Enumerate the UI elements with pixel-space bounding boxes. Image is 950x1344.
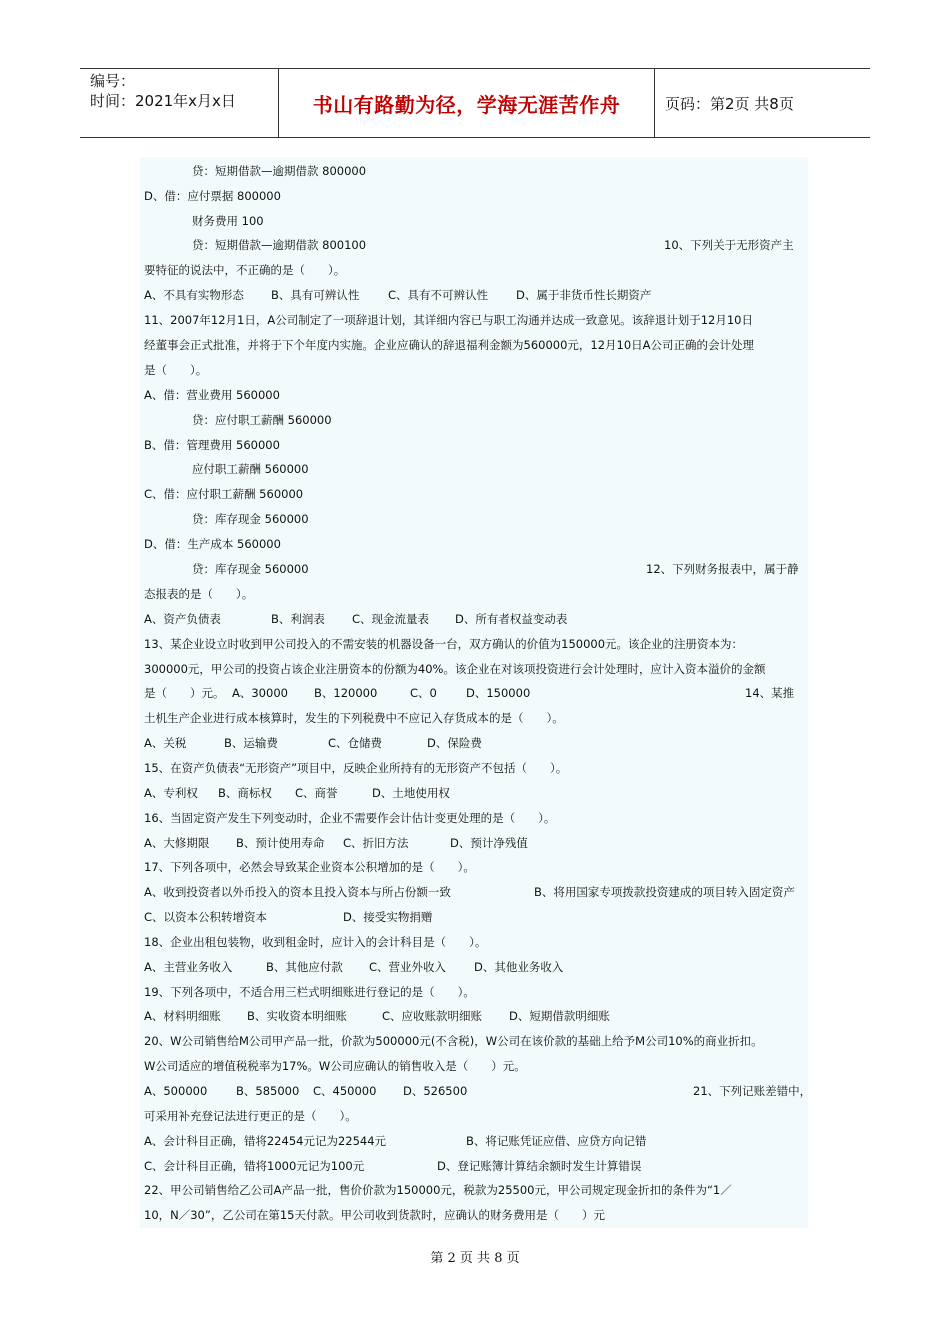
question-text: 300000元，甲公司的投资占该企业注册资本的份额为40%。该企业在对该项投资进行会计处理时，应计入资本溢价的金额 xyxy=(144,662,766,676)
option: D、短期借款明细账 xyxy=(509,1009,610,1023)
option: D、526500 xyxy=(403,1084,468,1098)
document-date: 时间：2021年x月x日 xyxy=(90,92,236,110)
option: B、借：管理费用 560000 xyxy=(144,438,280,452)
motto: 书山有路勤为径，学海无涯苦作舟 xyxy=(312,92,621,117)
option: C、折旧方法 xyxy=(343,836,409,850)
option: C、应收账款明细账 xyxy=(382,1009,483,1023)
option: D、借：生产成本 560000 xyxy=(144,537,281,551)
option: C、450000 xyxy=(313,1084,377,1098)
question-text: 19、下列各项中，不适合用三栏式明细账进行登记的是（ ）。 xyxy=(144,985,475,999)
option: B、利润表 xyxy=(271,612,325,626)
page-code: 页码：第2页 共8页 xyxy=(665,94,794,113)
option: A、主营业务收入 xyxy=(144,960,233,974)
text-line: 应付职工薪酬 560000 xyxy=(192,462,309,476)
option: B、具有可辨认性 xyxy=(271,288,360,302)
option: D、土地使用权 xyxy=(372,786,450,800)
option: C、会计科目正确，错将1000元记为100元 xyxy=(144,1159,365,1173)
option: A、不具有实物形态 xyxy=(144,288,244,302)
question-number: 12、下列财务报表中，属于静 xyxy=(646,562,799,576)
option: D、属于非货币性长期资产 xyxy=(516,288,652,302)
option: D、所有者权益变动表 xyxy=(455,612,568,626)
page-header xyxy=(80,68,870,138)
page-footer: 第 2 页 共 8 页 xyxy=(430,1251,520,1266)
option: D、150000 xyxy=(466,686,531,700)
option: D、其他业务收入 xyxy=(474,960,564,974)
option: B、将记账凭证应借、应贷方向记错 xyxy=(466,1134,647,1148)
option: B、商标权 xyxy=(218,786,272,800)
question-text: 15、在资产负债表“无形资产”项目中，反映企业所持有的无形资产不包括（ ）。 xyxy=(144,761,568,775)
option: A、大修期限 xyxy=(144,836,210,850)
option: B、将用国家专项拨款投资建成的项目转入固定资产 xyxy=(534,885,795,899)
question-number: 10、下列关于无形资产主 xyxy=(664,238,794,252)
option: A、资产负债表 xyxy=(144,612,221,626)
option: A、500000 xyxy=(144,1084,208,1098)
question-text: 13、某企业设立时收到甲公司投入的不需安装的机器设备一台，双方确认的价值为150000元。该企业的注册资本为： xyxy=(144,637,744,651)
option: C、商誉 xyxy=(295,786,338,800)
question-text: 18、企业出租包装物，收到租金时，应计入的会计科目是（ ）。 xyxy=(144,935,487,949)
option: B、其他应付款 xyxy=(266,960,343,974)
header-motto-cell xyxy=(278,69,655,137)
question-text: 可采用补充登记法进行更正的是（ ）。 xyxy=(144,1109,357,1123)
option: C、0 xyxy=(410,686,437,700)
text-line: 贷：应付职工薪酬 560000 xyxy=(192,413,332,427)
text-line: 贷：短期借款—逾期借款 800100 xyxy=(192,238,367,252)
question-text: 经董事会正式批准，并将于下个年度内实施。企业应确认的辞退福利金额为560000元，12月10日A公司正确的会计处理 xyxy=(144,338,755,352)
text-line: 贷：短期借款—逾期借款 800000 xyxy=(192,164,367,178)
option: C、仓储费 xyxy=(328,736,383,750)
option: B、运输费 xyxy=(224,736,278,750)
text-line: D、借：应付票据 800000 xyxy=(144,189,281,203)
option: C、借：应付职工薪酬 560000 xyxy=(144,487,304,501)
question-text: 17、下列各项中，必然会导致某企业资本公积增加的是（ ）。 xyxy=(144,860,475,874)
text-line: 财务费用 100 xyxy=(192,214,264,228)
option: A、收到投资者以外币投入的资本且投入资本与所占份额一致 xyxy=(144,885,451,899)
option: A、会计科目正确，错将22454元记为22544元 xyxy=(144,1134,387,1148)
question-number: 14、某推 xyxy=(745,686,795,700)
option: A、材料明细账 xyxy=(144,1009,221,1023)
question-text: 11、2007年12月1日，A公司制定了一项辞退计划，其详细内容已与职工沟通并达成一致意见。该辞退计划于12月10日 xyxy=(144,313,753,327)
option: B、预计使用寿命 xyxy=(236,836,325,850)
question-number: 21、下列记账差错中， xyxy=(693,1084,812,1098)
question-text: 态报表的是（ ）。 xyxy=(144,587,254,601)
text-line: 要特征的说法中，不正确的是（ ）。 xyxy=(144,263,346,277)
option: C、现金流量表 xyxy=(352,612,430,626)
option: C、以资本公积转增资本 xyxy=(144,910,268,924)
option: D、接受实物捐赠 xyxy=(343,910,433,924)
question-text: 土机生产企业进行成本核算时，发生的下列税费中不应记入存货成本的是（ ）。 xyxy=(144,711,564,725)
question-text: 20、W公司销售给M公司甲产品一批，价款为500000元(不含税)，W公司在该价款的基础上给予M公司10%的商业折扣。 xyxy=(144,1034,763,1048)
text-line: 贷：库存现金 560000 xyxy=(192,512,309,526)
text-line: 贷：库存现金 560000 xyxy=(192,562,309,576)
question-text: W公司适应的增值税税率为17%。W公司应确认的销售收入是（ ）元。 xyxy=(144,1059,526,1073)
option: D、登记账簿计算结余额时发生计算错误 xyxy=(437,1159,642,1173)
option: A、专利权 xyxy=(144,786,198,800)
question-text: 16、当固定资产发生下列变动时，企业不需要作会计估计变更处理的是（ ）。 xyxy=(144,811,556,825)
question-text: 是（ ）元。 xyxy=(144,686,225,700)
question-text: 是（ ）。 xyxy=(144,363,208,377)
header-page-cell xyxy=(665,69,794,137)
exam-content xyxy=(140,157,812,1228)
option: D、预计净残值 xyxy=(450,836,528,850)
document-number: 编号： xyxy=(90,72,136,90)
option: D、保险费 xyxy=(427,736,482,750)
option: C、营业外收入 xyxy=(369,960,447,974)
option: B、实收资本明细账 xyxy=(247,1009,347,1023)
option: A、30000 xyxy=(232,686,288,700)
option: A、关税 xyxy=(144,736,187,750)
question-text: 10，N／30”，乙公司在第15天付款。甲公司收到货款时，应确认的财务费用是（ ）元 xyxy=(144,1208,605,1222)
option: B、585000 xyxy=(236,1084,300,1098)
question-text: 22、甲公司销售给乙公司A产品一批，售价价款为150000元，税款为25500元，甲公司规定现金折扣的条件为“1／ xyxy=(144,1183,732,1197)
option: B、120000 xyxy=(314,686,378,700)
option: C、具有不可辨认性 xyxy=(388,288,489,302)
option: A、借：营业费用 560000 xyxy=(144,388,280,402)
